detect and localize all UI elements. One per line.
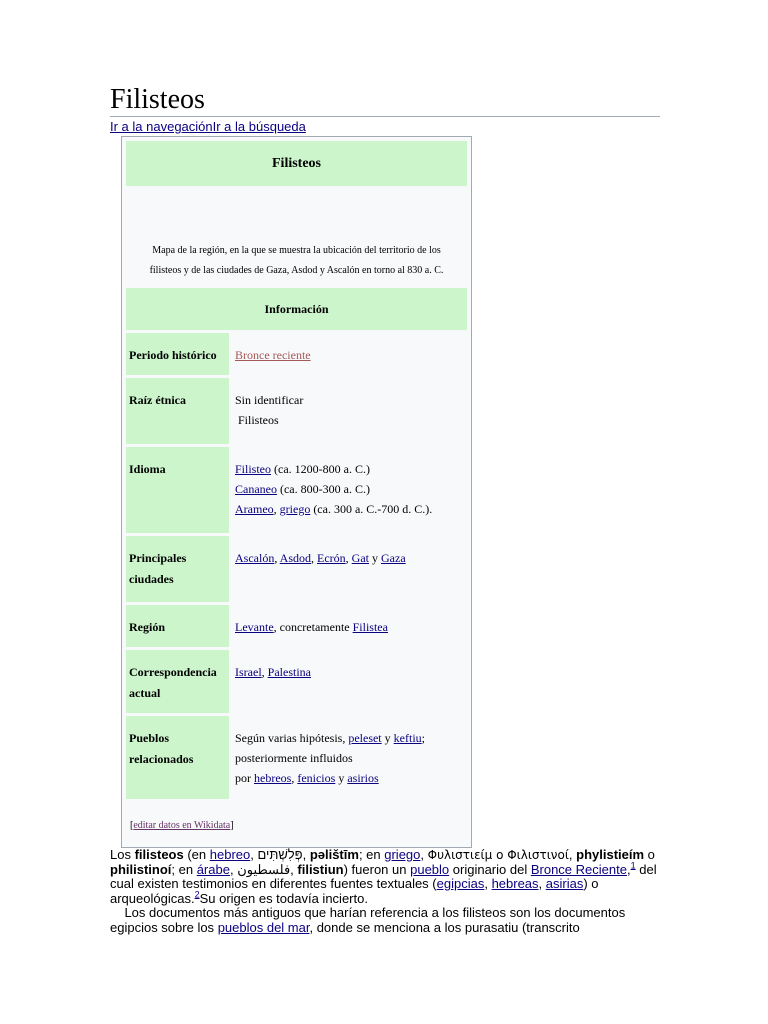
- griego-body-link[interactable]: griego: [384, 847, 421, 862]
- pueblos-text3: por: [235, 771, 251, 785]
- transliteration: pəlištīm: [309, 847, 359, 862]
- griego-link[interactable]: griego: [279, 502, 311, 516]
- edit-wikidata-link[interactable]: editar datos en Wikidata: [133, 820, 231, 831]
- conjunction: y: [372, 551, 378, 565]
- egipcias-link[interactable]: egipcias: [436, 876, 485, 891]
- text: Los: [110, 847, 131, 862]
- term-filisteos: filisteos: [134, 847, 184, 862]
- ecron-link[interactable]: Ecrón: [317, 551, 346, 565]
- filisteo-dates: (ca. 1200-800 a. C.): [274, 462, 370, 476]
- region-mid-text: , concretamente: [273, 620, 350, 634]
- arabe-link[interactable]: árabe: [196, 861, 230, 877]
- asirias-link[interactable]: asirias: [545, 876, 584, 891]
- infobox-value: [232, 333, 467, 375]
- text: ; en: [358, 847, 381, 862]
- text: ) fueron un: [343, 861, 407, 877]
- text: Los documentos más antiguos que harían referencia a los filisteos son los documentos egipcios sobre los: [110, 905, 626, 935]
- peleset-link[interactable]: peleset: [348, 731, 382, 745]
- infobox-row-pueblos: [126, 716, 467, 799]
- infobox-row-ciudades: [126, 536, 467, 602]
- pueblo-link[interactable]: pueblo: [410, 861, 450, 877]
- infobox-map-caption: [126, 189, 467, 285]
- text: (en: [187, 847, 207, 862]
- pueblos-text2: posteriormente influidos: [235, 751, 353, 765]
- gaza-link[interactable]: Gaza: [381, 551, 406, 565]
- jump-to-navigation-link[interactable]: Ir a la navegación: [110, 119, 213, 134]
- infobox-footer: [editar datos en Wikidata]: [130, 820, 234, 831]
- infobox-row-raiz: [126, 378, 467, 444]
- jump-to-search-link[interactable]: Ir a la búsqueda: [212, 119, 306, 134]
- infobox-value: Filisteo (ca. 1200-800 a. C.) Cananeo (ca. 800-300 a. C.) Arameo, griego (ca. 300 a. C.-700 d. C.).: [232, 447, 467, 533]
- ref-1-link[interactable]: 1: [630, 860, 636, 871]
- infobox-label: Raíz étnica: [126, 378, 229, 444]
- paragraph-2: [110, 906, 660, 935]
- ref-2-link[interactable]: 2: [194, 889, 200, 900]
- jump-links: [110, 119, 306, 135]
- infobox-value: Según varias hipótesis, peleset y keftiu; posteriormente influidos por hebreos, fenicios y asirios: [232, 716, 467, 799]
- term-filistiun: filistiun: [297, 861, 344, 877]
- text: Su origen es todavía incierto.: [199, 890, 368, 906]
- bronce-reciente-link[interactable]: Bronce reciente: [235, 348, 311, 362]
- bronce-reciente-body-link[interactable]: Bronce Reciente: [530, 861, 627, 877]
- keftiu-link[interactable]: keftiu: [393, 731, 422, 745]
- infobox-label: Principales ciudades: [126, 536, 229, 602]
- infobox-value: [232, 378, 467, 444]
- infobox-row-periodo: [126, 333, 467, 375]
- palestina-link[interactable]: Palestina: [267, 665, 311, 679]
- infobox: [121, 136, 472, 848]
- pueblos-y: y: [384, 731, 391, 745]
- hebreas-link[interactable]: hebreas: [491, 876, 539, 891]
- infobox-row-idioma: [126, 447, 467, 533]
- infobox-row-correspondencia: [126, 650, 467, 713]
- page-title: Filisteos: [110, 84, 205, 115]
- infobox-value: [232, 605, 467, 647]
- term-phylistieim: phylistieím: [576, 847, 645, 862]
- raiz-line1: Sin identificar: [235, 393, 304, 407]
- infobox-row-region: [126, 605, 467, 647]
- filisteo-link[interactable]: Filisteo: [235, 462, 272, 476]
- text: originario del: [452, 861, 528, 877]
- text: del cual existen testimonios en diferentes fuentes textuales (: [110, 861, 657, 891]
- infobox-label: Correspondencia actual: [126, 650, 229, 713]
- infobox-label: Periodo histórico: [126, 333, 229, 375]
- hebrew-script: פְּלִשְׁתִּים: [257, 847, 303, 862]
- cananeo-link[interactable]: Cananeo: [235, 482, 277, 496]
- text: , donde se menciona a los purasatiu (transcrito: [309, 919, 580, 935]
- arabic-script: فلسطيون: [237, 861, 291, 877]
- infobox-value: Ascalón, Asdod, Ecrón, Gat y Gaza: [232, 536, 467, 602]
- hebreo-link[interactable]: hebreo: [209, 847, 251, 862]
- greek-script: Φυλιστιείμ o Φιλιστινοί: [427, 848, 569, 862]
- title-divider: [110, 116, 660, 117]
- fenicios-link[interactable]: fenicios: [297, 771, 336, 785]
- text: ) o arqueológicas.: [110, 876, 599, 906]
- hebreos-link[interactable]: hebreos: [254, 771, 292, 785]
- gat-link[interactable]: Gat: [351, 551, 369, 565]
- pueblos-text1: Según varias hipótesis,: [235, 731, 346, 745]
- paragraph-1: Los filisteos (en hebreo, פְּלִשְׁתִּים, pəlištīm; en griego, Φυλιστιείμ o Φιλιστινοί, phylistieím o philistinoí; en árabe, فلسطيون, filistiun) fueron un pueblo originario del Bronce Reciente,$^1$ del cual existen testimonios en diferentes fuentes textuales (egipcias, hebreas, asirias) o arqueológicas.$^2$Su origen es todavía incierto.: [110, 847, 657, 906]
- infobox-caption-text: Mapa de la región, en la que se muestra la ubicación del territorio de los filisteos y de las ciudades de Gaza, Asdod y Ascalón en torno al 830 a. C.: [149, 245, 444, 276]
- levante-link[interactable]: Levante: [235, 620, 274, 634]
- pueblos-del-mar-link[interactable]: pueblos del mar: [217, 919, 310, 935]
- infobox-title: Filisteos: [126, 141, 467, 186]
- infobox-label: Idioma: [126, 447, 229, 533]
- infobox-label: Región: [126, 605, 229, 647]
- text: ; en: [171, 861, 194, 877]
- text: o: [647, 847, 655, 862]
- infobox-label: Pueblos relacionados: [126, 716, 229, 799]
- infobox-info-header: Información: [126, 288, 467, 330]
- asirios-link[interactable]: asirios: [347, 771, 379, 785]
- israel-link[interactable]: Israel: [235, 665, 262, 679]
- cananeo-dates: (ca. 800-300 a. C.): [279, 482, 370, 496]
- raiz-line2: Filisteos: [238, 413, 279, 427]
- ascalon-link[interactable]: Ascalón: [235, 551, 275, 565]
- arameo-link[interactable]: Arameo: [235, 502, 274, 516]
- article-body: [110, 848, 660, 935]
- term-philistinoi: philistinoí: [110, 861, 172, 877]
- asdod-link[interactable]: Asdod: [279, 551, 312, 565]
- arameo-dates: (ca. 300 a. C.-700 d. C.).: [313, 502, 433, 516]
- filistea-link[interactable]: Filistea: [352, 620, 388, 634]
- infobox-value: Israel, Palestina: [232, 650, 467, 713]
